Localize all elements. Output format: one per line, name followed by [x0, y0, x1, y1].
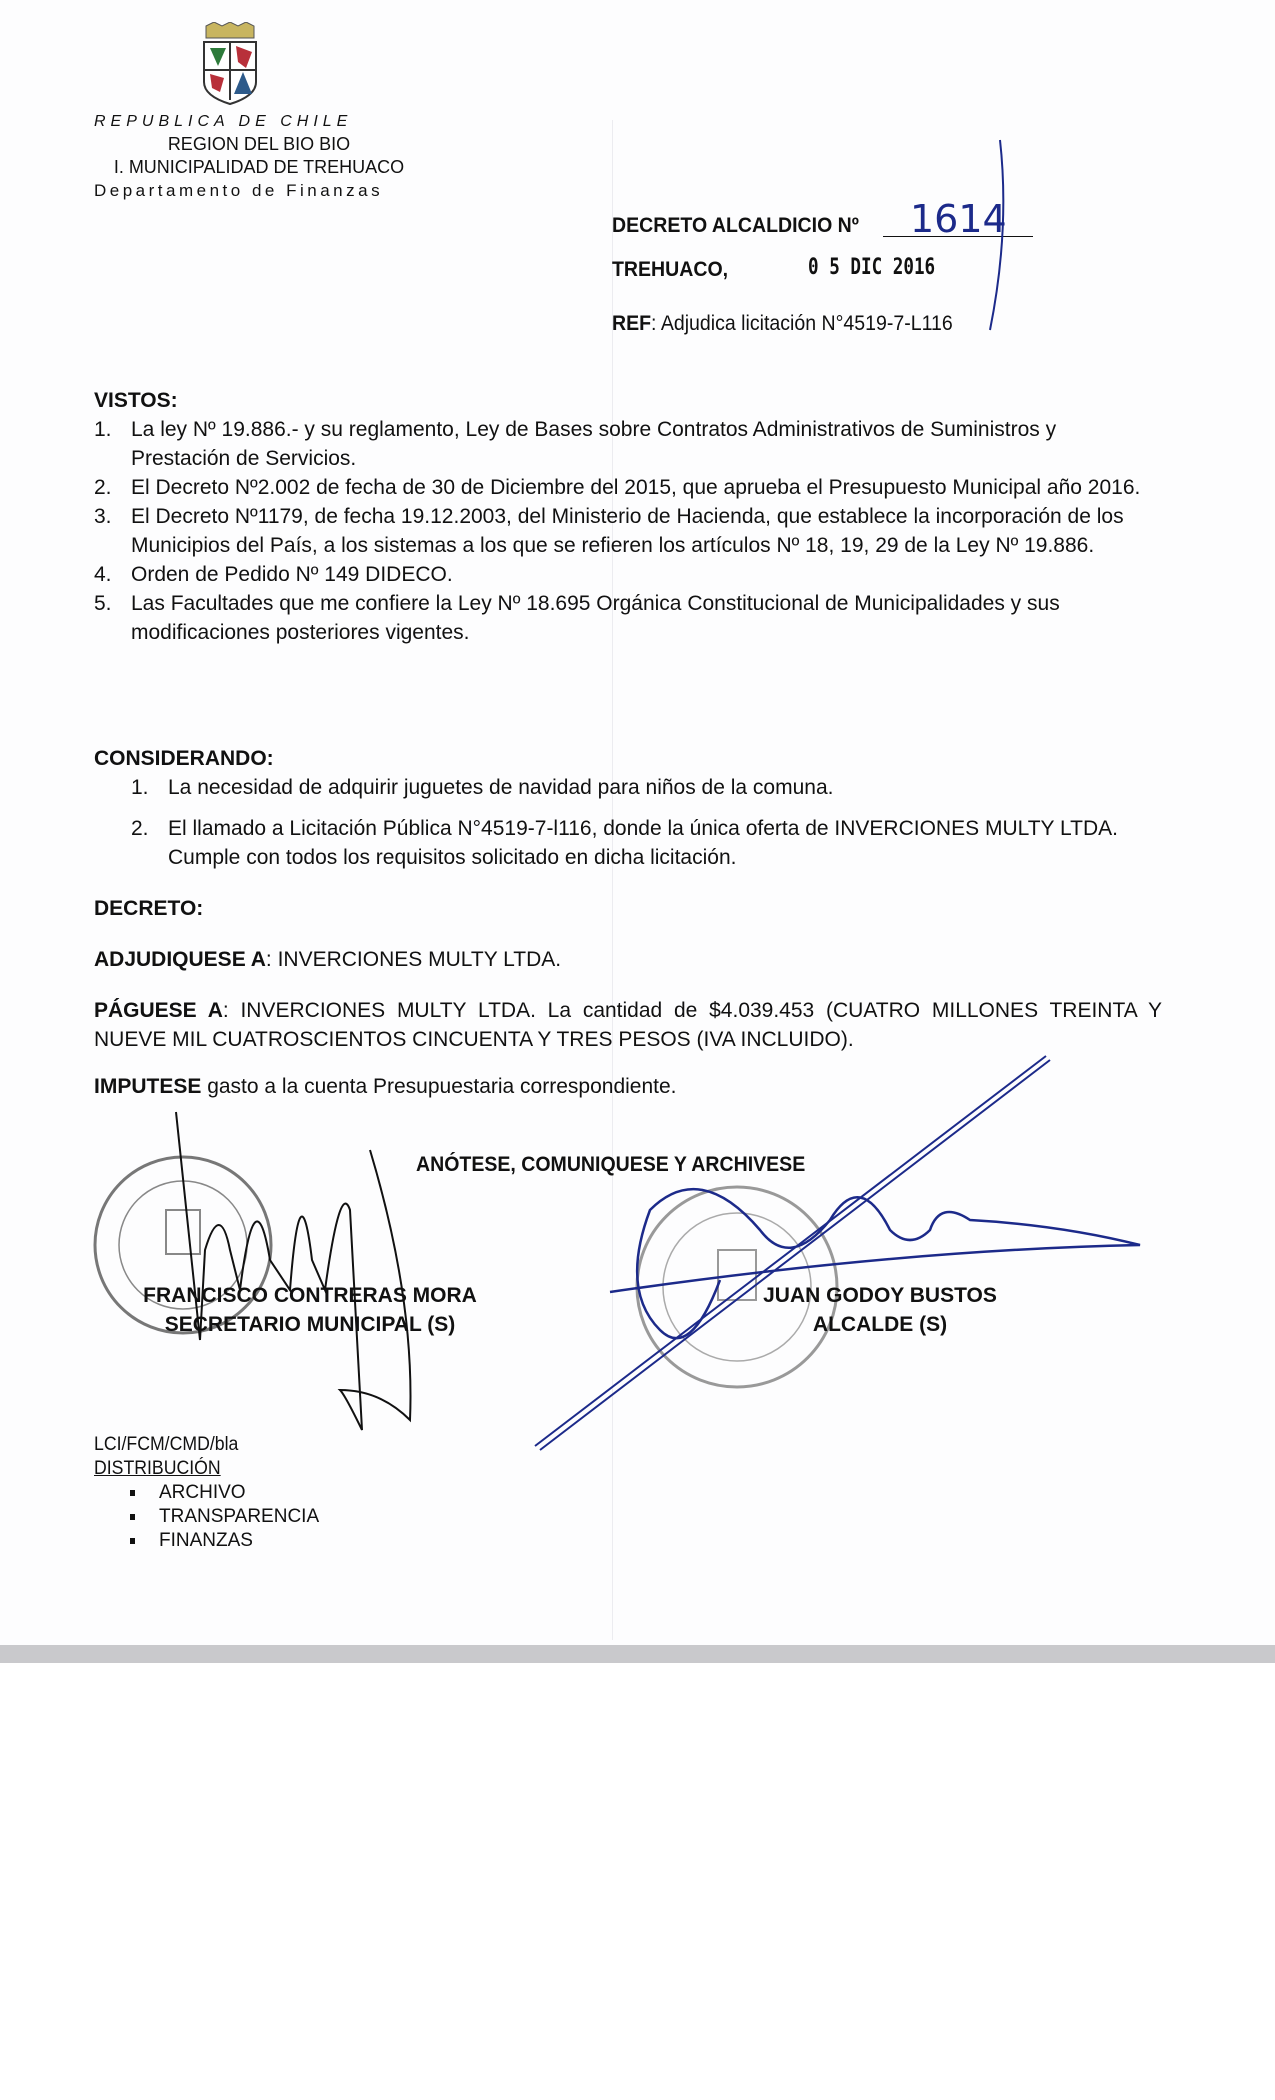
vistos-list: [94, 415, 1161, 647]
impute-line: IMPUTESE gasto a la cuenta Presupuestaria correspondiente.: [94, 1075, 677, 1098]
list-item: ARCHIVO: [130, 1481, 319, 1505]
department-name: Departamento de Finanzas: [94, 181, 384, 200]
vistos-title: VISTOS:: [94, 389, 178, 412]
paguese-paragraph: PÁGUESE A: INVERCIONES MULTY LTDA. La cantidad de $4.039.453 (CUATRO MILLONES TREINTA Y NUEVE MIL CUATROSCIENTOS CINCUENTA Y TRES PESOS (IVA INCLUIDO).: [94, 999, 1162, 1051]
region-name: REGION DEL BIO BIO: [167, 134, 351, 154]
signatory-name: FRANCISCO CONTRERAS MORA: [143, 1284, 477, 1307]
decree-label: DECRETO ALCALDICIO Nº: [612, 214, 859, 237]
bullet-icon: [130, 1514, 135, 1520]
municipality-name: I. MUNICIPALIDAD DE TREHUACO: [113, 157, 405, 177]
ref-label: REF: [612, 312, 652, 335]
distribution-title: DISTRIBUCIÓN: [94, 1458, 221, 1479]
decree-number-line: [612, 197, 1033, 241]
ref-text: : Adjudica licitación N°4519-7-L116: [651, 312, 953, 335]
distribution-block: [94, 1433, 319, 1553]
bullet-icon: [130, 1490, 135, 1496]
country-name: REPUBLICA DE CHILE: [94, 113, 353, 130]
signatory-mayor: [680, 1281, 1080, 1339]
list-item: 1. La ley Nº 19.886.- y su reglamento, Ley de Bases sobre Contratos Administrativos de Suministros y Prestación de Servicios.: [94, 418, 1057, 470]
signatory-secretary: [110, 1281, 510, 1339]
bullet-icon: [130, 1538, 135, 1544]
place-label: TREHUACO,: [612, 258, 729, 281]
municipal-crest-icon: [200, 22, 260, 106]
list-item: 5. Las Facultades que me confiere la Ley Nº 18.695 Orgánica Constitucional de Municipalidades y sus modificaciones posteriores vigentes.: [94, 592, 1060, 644]
decree-date-stamp: 0 5 DIC 2016: [808, 255, 936, 280]
page-fold: [612, 120, 613, 1640]
decreto-title: DECRETO:: [94, 897, 204, 920]
letterhead: [94, 110, 424, 202]
list-item: 4. Orden de Pedido Nº 149 DIDECO.: [94, 563, 453, 586]
place-date-line: [612, 255, 936, 284]
signatory-role: SECRETARIO MUNICIPAL (S): [164, 1313, 456, 1336]
considerando-title: CONSIDERANDO:: [94, 747, 274, 770]
considerando-list: [131, 773, 1161, 872]
reference-line: [612, 309, 978, 338]
distribution-list: [94, 1481, 319, 1553]
closing-formula: ANÓTESE, COMUNIQUESE Y ARCHIVESE: [416, 1153, 806, 1176]
signatory-role: ALCALDE (S): [812, 1313, 948, 1336]
scan-edge: [0, 1645, 1275, 1663]
list-item: 2. El Decreto Nº2.002 de fecha de 30 de Diciembre del 2015, que aprueba el Presupuesto Municipal año 2016.: [94, 476, 1141, 499]
list-item: FINANZAS: [130, 1529, 319, 1553]
adjudique-line: ADJUDIQUESE A: INVERCIONES MULTY LTDA.: [94, 948, 562, 971]
list-item: TRANSPARENCIA: [130, 1505, 319, 1529]
decree-number: 1614: [883, 202, 1033, 237]
list-item: 1. La necesidad de adquirir juguetes de navidad para niños de la comuna.: [131, 776, 834, 799]
list-item: 2. El llamado a Licitación Pública N°4519-7-l116, donde la única oferta de INVERCIONES MULTY LTDA. Cumple con todos los requisitos solicitado en dicha licitación.: [131, 817, 1118, 869]
signatory-name: JUAN GODOY BUSTOS: [763, 1284, 997, 1307]
initials: LCI/FCM/CMD/bla: [94, 1434, 239, 1455]
list-item: 3. El Decreto Nº1179, de fecha 19.12.2003, del Ministerio de Hacienda, que establece la incorporación de los Municipios del País, a los sistemas a los que se refieren los artículos Nº 18, 19, 29 de la Ley Nº 19.886.: [94, 505, 1124, 557]
